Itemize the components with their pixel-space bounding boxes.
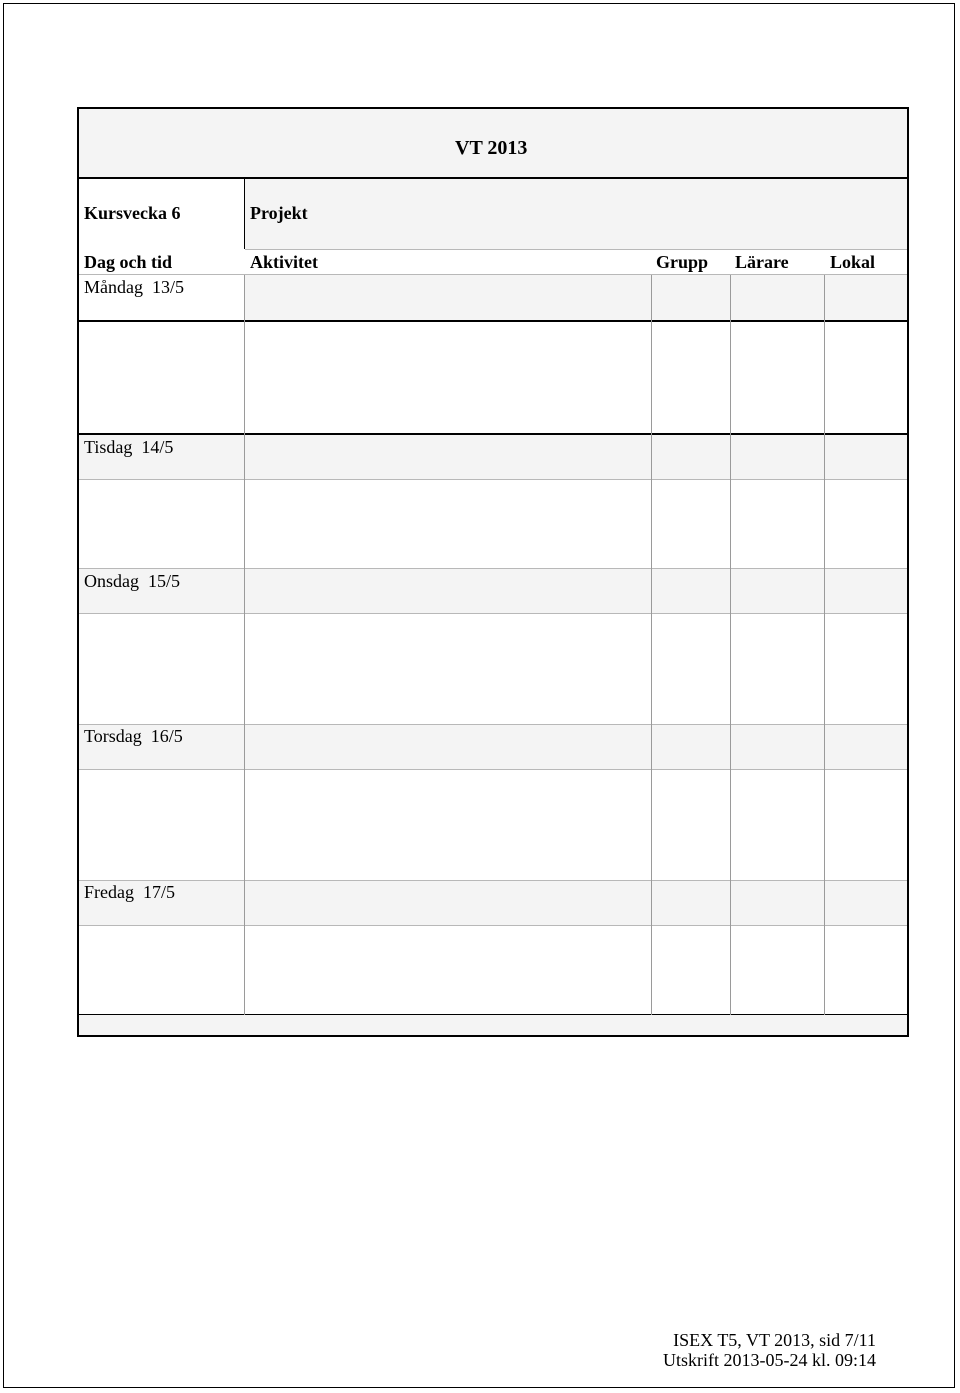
rule-fri-top [79,880,907,881]
day-name: Torsdag [84,726,142,746]
day-label-tuesday [84,437,173,457]
rule-thu-bottom [79,769,907,770]
day-label-thursday [84,726,183,746]
col-header-room: Lokal [830,252,876,272]
day-row-shade-3 [79,725,907,769]
col-header-teacher: Lärare [735,252,789,272]
rule-col-day [244,177,245,249]
rule-wed-top [79,568,907,569]
rule-col-day-lower [244,275,245,1015]
bottom-band [79,1015,907,1035]
rule-thu-top [79,724,907,725]
col-header-activity: Aktivitet [250,252,318,272]
rule-col-teacher [824,275,825,1015]
col-header-day-time: Dag och tid [84,252,173,272]
day-date: 16/5 [150,726,183,746]
rule-week-bottom [245,249,907,250]
rule-tue-top [79,433,907,435]
day-label-wednesday [84,571,180,591]
rule-col-activity [651,275,652,1015]
footer-printed: Utskrift 2013-05-24 kl. 09:14 [663,1350,876,1370]
page-title: VT 2013 [455,137,528,159]
day-name: Onsdag [84,571,139,591]
day-name: Måndag [84,277,143,297]
rule-wed-bottom [79,613,907,614]
week-band [245,179,907,249]
day-row-shade-0 [245,275,907,320]
col-header-group: Grupp [656,252,709,272]
rule-col-group [730,275,731,1015]
day-row-shade-4 [79,881,907,925]
day-name: Fredag [84,882,134,902]
rule-mon-bottom [79,320,907,322]
day-date: 15/5 [148,571,181,591]
day-row-shade-2 [79,569,907,613]
rule-title-bottom [79,177,907,179]
week-label: Kursvecka 6 [84,203,181,223]
rule-tue-bottom [79,479,907,480]
rule-table-bottom [79,1014,907,1015]
schedule-sheet [77,107,909,1037]
day-name: Tisdag [84,437,133,457]
week-topic: Projekt [250,203,308,223]
day-label-monday [84,277,184,297]
day-row-shade-1 [79,435,907,479]
rule-fri-bottom [79,925,907,926]
day-date: 13/5 [151,277,184,297]
footer-page-info: ISEX T5, VT 2013, sid 7/11 [673,1330,876,1350]
day-date: 14/5 [141,437,174,457]
day-label-friday [84,882,175,902]
rule-col-header-bottom [79,274,907,275]
day-date: 17/5 [142,882,175,902]
